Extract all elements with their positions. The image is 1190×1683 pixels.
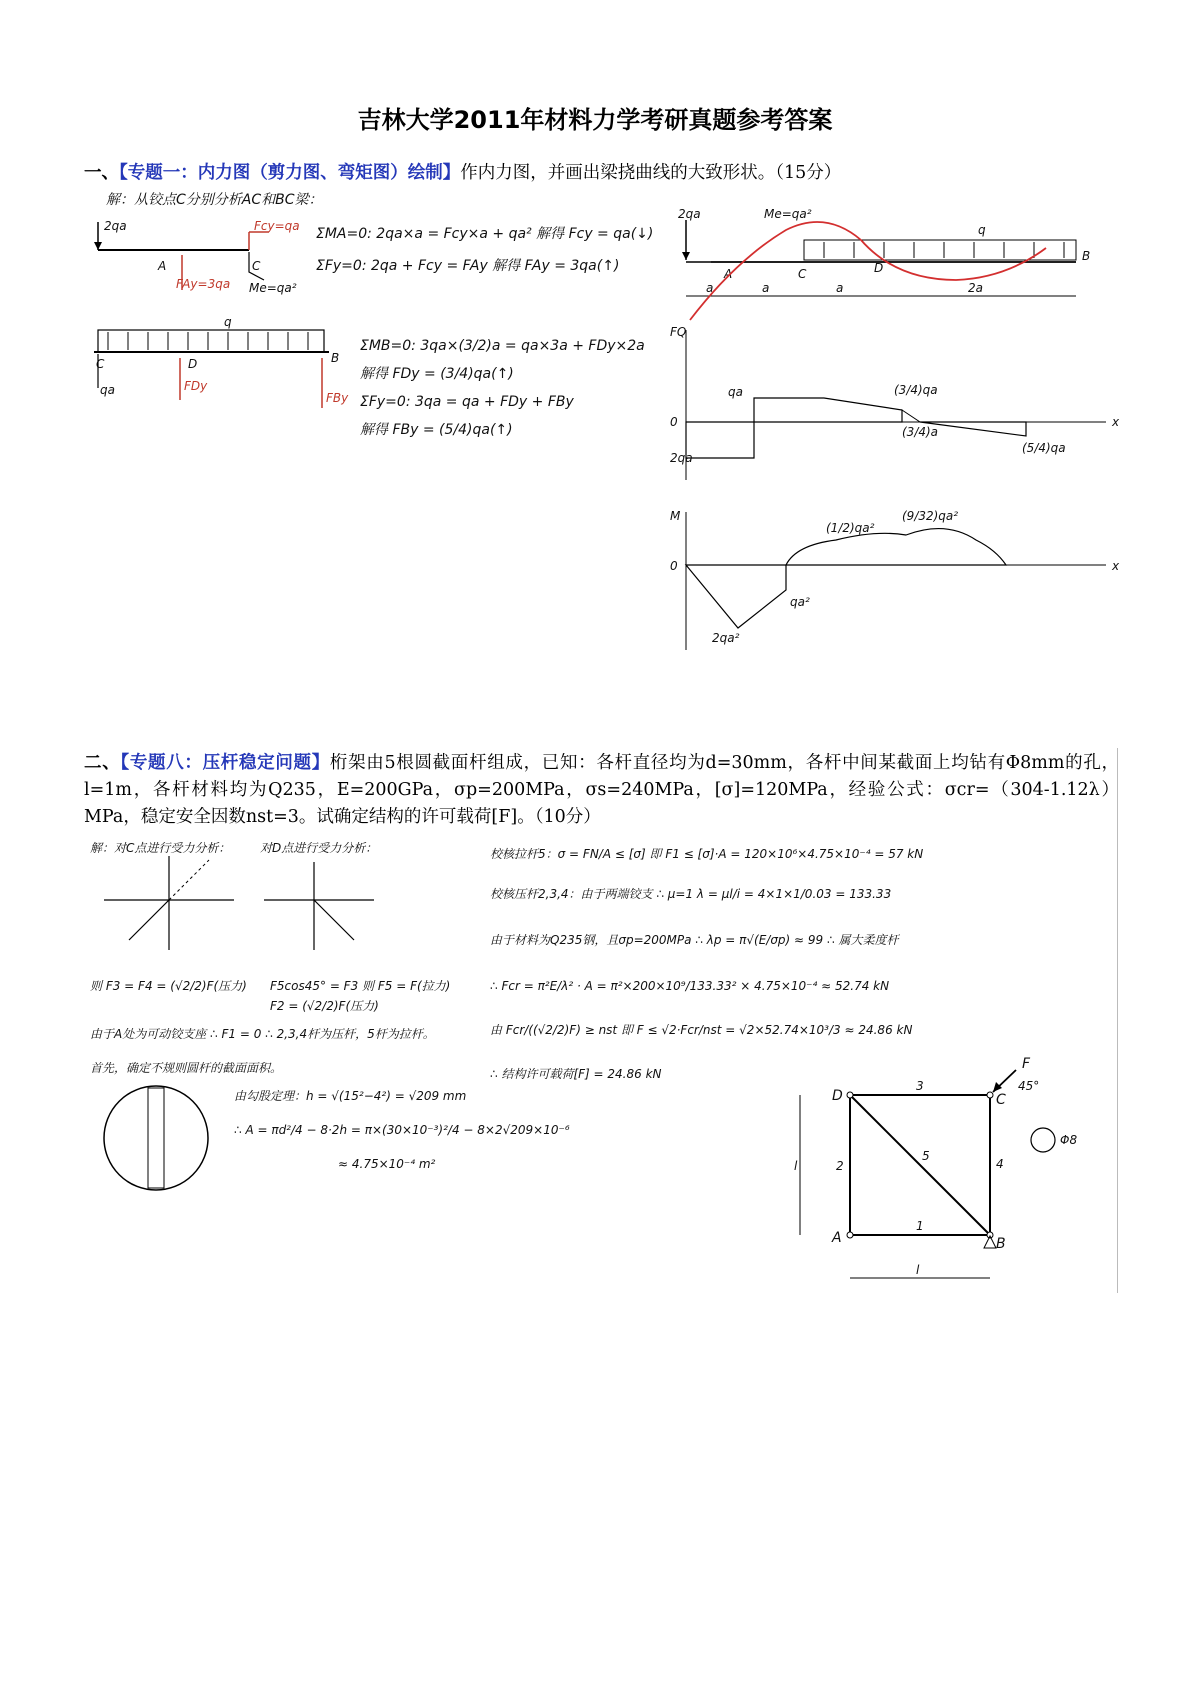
q2-solution-sketch xyxy=(84,838,570,1208)
truss-load: F xyxy=(1022,1056,1031,1072)
fbd1-fcy: Fcy=qa xyxy=(254,219,300,233)
truss-node-c: C xyxy=(996,1092,1006,1108)
beam-q: q xyxy=(978,223,986,237)
truss-figure xyxy=(780,1050,1110,1295)
fbd2-fby: FBy xyxy=(326,391,349,405)
q2-result: ∴ 结构许可载荷[F] = 24.86 kN xyxy=(490,1067,662,1081)
q2-res2: F5cos45° = F3 则 F5 = F(拉力) xyxy=(270,979,451,993)
beam-span-3: a xyxy=(836,281,844,295)
truss-node-b: B xyxy=(996,1236,1006,1252)
fbd2-fdy: FDy xyxy=(184,379,208,393)
moment-label-9-32qa2: (9/32)qa² xyxy=(902,509,959,523)
beam-point-b: B xyxy=(1082,249,1091,263)
fbd2-d: D xyxy=(188,357,198,371)
q2-area3: ≈ 4.75×10⁻⁴ m² xyxy=(338,1157,436,1171)
fbd2-qa: qa xyxy=(100,383,115,397)
fbd1-load: 2qa xyxy=(104,219,127,233)
moment-label-1-2qa2: (1/2)qa² xyxy=(826,521,875,535)
q1-eq1: ΣMA=0: 2qa×a = Fcy×a + qa² 解得 Fcy = qa(↓) xyxy=(316,226,654,242)
question-2-text: 桁架由5根圆截面杆组成，已知：各杆直径均为d=30mm，各杆中间某截面上均钻有Φ8mm的孔，l=1m，各杆材料均为Q235，E=200GPa，σp=200MPa，σs=240MPa，[σ]=120MPa，经验公式：σcr=（304-1.12λ）MPa，稳定安全因数nst=3。试确定结构的许可载荷[F]。（10分） xyxy=(84,753,1120,827)
truss-length-horizontal: l xyxy=(916,1263,920,1277)
beam-point-a: A xyxy=(724,267,733,281)
fbd1-c: C xyxy=(252,259,261,273)
beam-point-d: D xyxy=(874,261,884,275)
truss-bar-3: 3 xyxy=(916,1079,924,1093)
beam-me: Me=qa² xyxy=(764,207,812,221)
q1-eq4: 解得 FDy = (3/4)qa(↑) xyxy=(360,366,514,382)
q2-material: 由于材料为Q235钢，且σp=200MPa ∴ λp = π√(E/σp) ≈ 99 ∴ 属大柔度杆 xyxy=(490,933,899,947)
q1-eq3: ΣMB=0: 3qa×(3/2)a = qa×3a + FDy×2a xyxy=(360,338,645,354)
q2-area2: ∴ A = πd²/4 − 8·2h = π×(30×10⁻³)²/4 − 8×2√209×10⁻⁶ xyxy=(234,1123,570,1137)
beam-span-1: a xyxy=(706,281,714,295)
q2-res1: 则 F3 = F4 = (√2/2)F(压力) xyxy=(90,979,247,993)
question-2-number: 二、 xyxy=(84,753,121,773)
q2-res3: F2 = (√2/2)F(压力) xyxy=(270,999,379,1013)
q1-solution-sketch xyxy=(84,190,654,460)
q1-eq6: 解得 FBy = (5/4)qa(↑) xyxy=(360,422,513,438)
question-1-number: 一、 xyxy=(84,163,119,183)
q2-area1: 由勾股定理：h = √(15²−4²) = √209 mm xyxy=(234,1089,467,1103)
truss-node-a: A xyxy=(832,1230,842,1246)
question-1-text: 作内力图，并画出梁挠曲线的大致形状。（15分） xyxy=(460,163,842,183)
beam-span-2: a xyxy=(762,281,770,295)
question-1-topic: 【专题一：内力图（剪力图、弯矩图）绘制】 xyxy=(119,163,461,183)
question-2 xyxy=(84,750,1119,831)
truss-hole: Φ8 xyxy=(1060,1133,1078,1147)
shear-axis-label: FQ xyxy=(670,325,687,339)
moment-x-label: x xyxy=(1112,559,1120,573)
shear-label-3-4qa: (3/4)qa xyxy=(894,383,938,397)
fbd1-fay: FAy=3qa xyxy=(176,277,231,291)
beam-point-c: C xyxy=(798,267,807,281)
beam-load: 2qa xyxy=(678,207,701,221)
shear-x-label: x xyxy=(1112,415,1120,429)
q1-eq5: ΣFy=0: 3qa = qa + FDy + FBy xyxy=(360,394,574,410)
truss-length-vertical: l xyxy=(794,1159,798,1173)
q2-res4: 由于A处为可动铰支座 ∴ F1 = 0 ∴ 2,3,4杆为压杆，5杆为拉杆。 xyxy=(90,1027,435,1041)
q1-diagrams xyxy=(670,200,1120,705)
page-title: 吉林大学2011年材料力学考研真题参考答案 xyxy=(357,106,833,134)
truss-angle: 45° xyxy=(1018,1079,1040,1093)
q2-check234: 校核压杆2,3,4：由于两端铰支 ∴ μ=1 λ = μl/i = 4×1×1/0.03 = 133.33 xyxy=(490,887,892,901)
moment-label-qa2: qa² xyxy=(790,595,810,609)
shear-zero: 0 xyxy=(670,415,678,429)
q1-eq2: ΣFy=0: 2qa + Fcy = FAy 解得 FAy = 3qa(↑) xyxy=(316,258,620,274)
shear-label-5-4qa: (5/4)qa xyxy=(1022,441,1066,455)
truss-bar-5: 5 xyxy=(922,1149,930,1163)
moment-axis-label: M xyxy=(670,509,681,523)
fbd2-q: q xyxy=(224,315,232,329)
q2-fcr: ∴ Fcr = π²E/λ² · A = π²×200×10⁹/133.33² × 4.75×10⁻⁴ ≈ 52.74 kN xyxy=(490,979,890,993)
moment-zero: 0 xyxy=(670,559,678,573)
q2-area-intro: 首先，确定不规则圆杆的截面面积。 xyxy=(90,1061,283,1075)
q2-node-d: 对D点进行受力分析： xyxy=(260,841,378,855)
fbd1-me: Me=qa² xyxy=(249,281,297,295)
q2-nst: 由 Fcr/((√2/2)F) ≥ nst 即 F ≤ √2·Fcr/nst = √2×52.74×10³/3 ≈ 24.86 kN xyxy=(490,1023,913,1037)
q2-check5: 校核拉杆5：σ = FN/A ≤ [σ] 即 F1 ≤ [σ]·A = 120×10⁶×4.75×10⁻⁴ = 57 kN xyxy=(490,847,924,861)
truss-bar-4: 4 xyxy=(996,1157,1004,1171)
beam-span-4: 2a xyxy=(968,281,983,295)
fbd1-a: A xyxy=(158,259,167,273)
q1-intro: 解：从铰点C分别分析AC和BC梁： xyxy=(106,192,323,208)
q2-node-c: 解：对C点进行受力分析： xyxy=(90,841,231,855)
truss-node-d: D xyxy=(832,1088,843,1104)
shear-label-3-4a: (3/4)a xyxy=(902,425,939,439)
moment-label-2qa2: 2qa² xyxy=(712,631,740,645)
truss-bar-2: 2 xyxy=(836,1159,844,1173)
fbd2-b: B xyxy=(331,351,340,365)
shear-label-qa: qa xyxy=(728,385,743,399)
fbd2-c: C xyxy=(96,357,105,371)
question-1 xyxy=(84,160,1119,187)
truss-bar-1: 1 xyxy=(916,1219,924,1233)
shear-label-2qa: 2qa xyxy=(670,451,693,465)
question-2-topic: 【专题八：压杆稳定问题】 xyxy=(120,753,330,773)
